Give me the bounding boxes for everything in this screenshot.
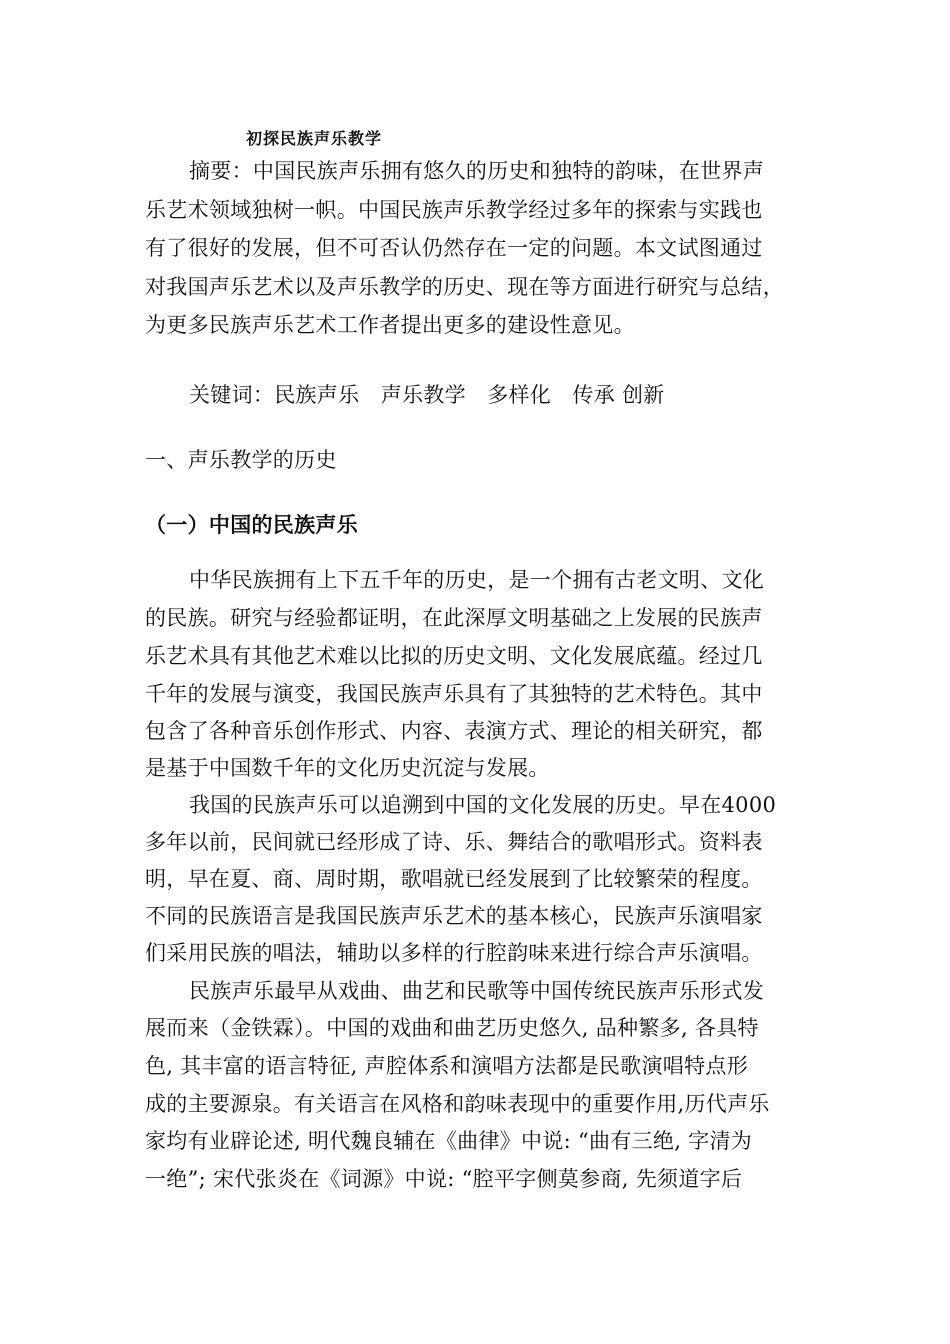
section-heading: 一、声乐教学的历史 [145, 448, 337, 472]
paragraph-line: 中华民族拥有上下五千年的历史，是一个拥有古老文明、文化 [189, 568, 765, 592]
paragraph-line: 的民族。研究与经验都证明，在此深厚文明基础之上发展的民族声 [145, 606, 763, 630]
paragraph-line: 成的主要源泉。有关语言在风格和韵味表现中的重要作用,历代声乐 [145, 1092, 770, 1116]
paragraph-line: 不同的民族语言是我国民族声乐艺术的基本核心，民族声乐演唱家 [145, 904, 763, 928]
abstract-line: 乐艺术领域独树一帜。中国民族声乐教学经过多年的探索与实践也 [145, 198, 763, 222]
abstract-line: 摘要：中国民族声乐拥有悠久的历史和独特的韵味，在世界声 [189, 159, 765, 183]
paragraph-line: 们采用民族的唱法，辅助以多样的行腔韵味来进行综合声乐演唱。 [145, 941, 763, 965]
paragraph-line: 明，早在夏、商、周时期，歌唱就已经发展到了比较繁荣的程度。 [145, 867, 763, 891]
abstract-line: 有了很好的发展，但不可否认仍然存在一定的问题。本文试图通过 [145, 236, 763, 260]
paragraph-line: 家均有业辟论述, 明代魏良辅在《曲律》中说: “曲有三绝, 字清为 [145, 1129, 753, 1153]
paragraph-line: 一绝”; 宋代张炎在《词源》中说: “腔平字侧莫参商, 先须道字后 [145, 1167, 743, 1191]
paragraph-line: 展而来（金铁霖）。中国的戏曲和曲艺历史悠久, 品种繁多, 各具特 [145, 1016, 759, 1040]
paragraph-line: 色, 其丰富的语言特征, 声腔体系和演唱方法都是民歌演唱特点形 [145, 1054, 748, 1078]
paragraph-line: 多年以前，民间就已经形成了诗、乐、舞结合的歌唱形式。资料表 [145, 830, 763, 854]
abstract-line: 为更多民族声乐艺术工作者提出更多的建设性意见。 [145, 313, 635, 337]
abstract-line: 对我国声乐艺术以及声乐教学的历史、现在等方面进行研究与总结， [145, 275, 784, 299]
subsection-heading: （一）中国的民族声乐 [145, 512, 358, 537]
paragraph-line: 民族声乐最早从戏曲、曲艺和民歌等中国传统民族声乐形式发 [189, 979, 765, 1003]
paragraph-line: 乐艺术具有其他艺术难以比拟的历史文明、文化发展底蕴。经过几 [145, 644, 763, 668]
paper-title: 初探民族声乐教学 [246, 129, 383, 148]
paragraph-line: 包含了各种音乐创作形式、内容、表演方式、理论的相关研究，都 [145, 719, 763, 743]
keywords-line: 关键词：民族声乐 声乐教学 多样化 传承 创新 [189, 383, 665, 407]
paragraph-line: 是基于中国数千年的文化历史沉淀与发展。 [145, 756, 550, 780]
paragraph-line: 千年的发展与演变，我国民族声乐具有了其独特的艺术特色。其中 [145, 682, 763, 706]
paragraph-line: 我国的民族声乐可以追溯到中国的文化发展的历史。早在4000 [189, 793, 777, 817]
